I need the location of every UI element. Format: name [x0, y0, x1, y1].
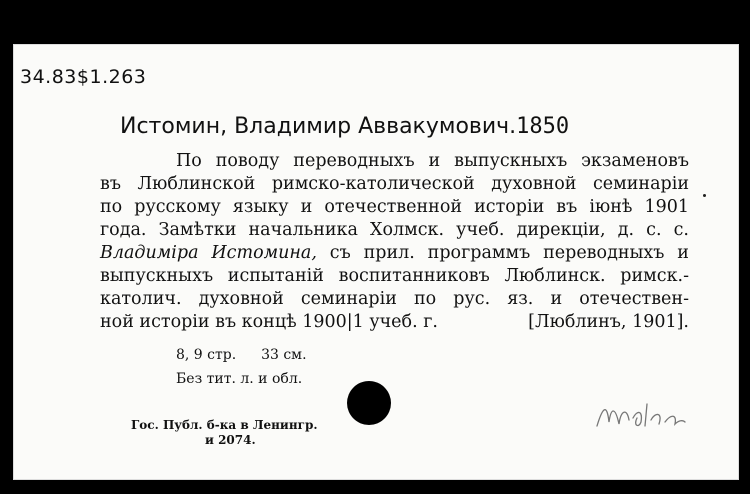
title-line-8-main: ной исторіи въ концѣ 1900|1 учеб. г. [100, 312, 438, 332]
author-name: Истомин, Владимир Аввакумович. [120, 114, 517, 139]
library-stamp-line-2: и 2074. [205, 433, 256, 447]
collation [176, 347, 307, 363]
title-line-5 [100, 243, 689, 264]
card-size: 33 см. [261, 347, 307, 363]
author-birth-year: 1850 [516, 114, 570, 139]
library-stamp-line-1: Гос. Публ. б-ка в Ленингр. [131, 418, 318, 432]
title-line-5-rest: съ прил. программъ переводныхъ и [329, 243, 689, 263]
page-count: 8, 9 стр. [176, 347, 237, 363]
punch-hole [347, 381, 391, 425]
catalog-card [13, 44, 739, 480]
stray-mark [703, 194, 706, 197]
title-line-6: выпускныхъ испытаній воспитанниковъ Люблинск. римск.- [100, 266, 689, 286]
handwritten-signature-icon [593, 396, 689, 436]
title-line-7: католич. духовной семинаріи по рус. яз. и отечествен- [100, 289, 689, 309]
title-line-1: По поводу переводныхъ и выпускныхъ экзаменовъ [176, 151, 689, 171]
publication-place: [Люблинъ, 1901]. [528, 312, 689, 332]
author-heading [120, 114, 569, 139]
title-line-3: по русскому языку и отечественной исторіи въ іюнѣ 1901 [100, 197, 689, 217]
editor-name: Владиміра Истомина, [100, 243, 317, 263]
shelf-mark: 34.83$1.263 [20, 66, 147, 88]
title-line-8 [100, 312, 689, 333]
title-line-4: года. Замѣтки начальника Холмск. учеб. дирекціи, д. с. с. [100, 220, 689, 240]
title-line-2: въ Люблинской римско-католической духовной семинаріи [100, 174, 689, 194]
format-note: Без тит. л. и обл. [176, 371, 303, 387]
